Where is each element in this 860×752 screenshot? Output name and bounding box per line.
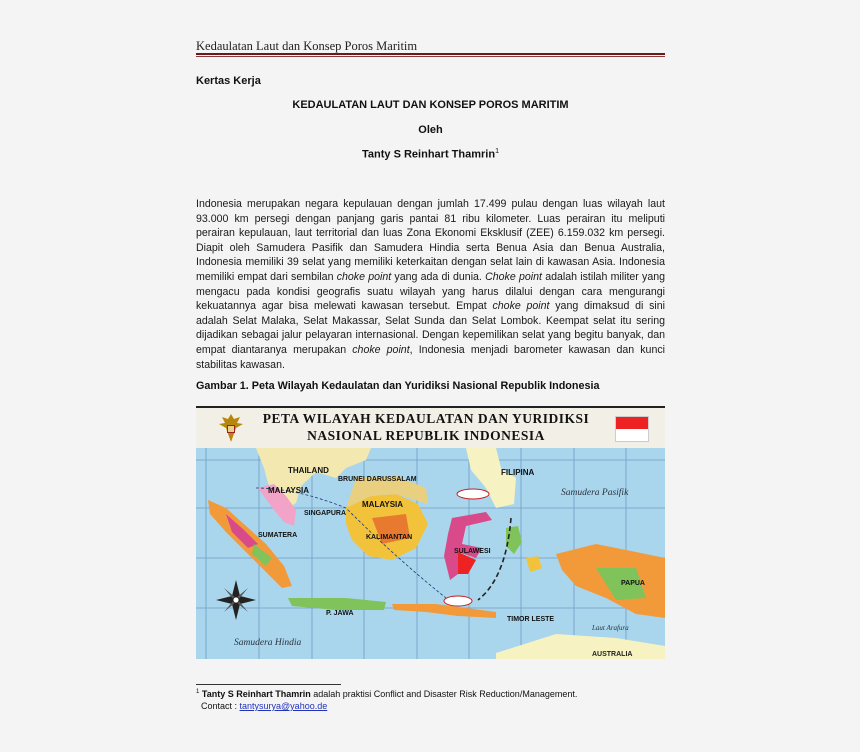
footnote-number: 1: [196, 689, 200, 695]
body-paragraph: Indonesia merupakan negara kepulauan dengan jumlah 17.499 pulau dengan luas wilayah laut 93.000 km persegi dengan panjang garis pantai 81 ribu kilometer. Luas perairan itu meliputi perairan kepulauan, laut territorial dan luas Zona Ekonomi Eksklusif (ZEE) 6.159.032 km persegi. Diapit oleh Samudera Pasifik dan Samudera Hindia serta Benua Asia dan Benua Australia, Indonesia memiliki 39 selat yang memiliki keterkaitan dengan selat lain di kawasan Asia. Indonesia memiliki empat dari sembilan choke point yang ada di dunia. Choke point adalah istilah militer yang mengacu pada kondisi geografis suatu wilayah yang harus dilalui dengan cara mengurangi kekuatannya agar bisa melewati kawasan tersebut. Empat choke point yang dimaksud di sini adalah Selat Malaka, Selat Makassar, Selat Sunda dan Selat Lombok. Keempat selat itu sering dijadikan sebagai jalur pelayaran internasional. Dengan kepemilikan selat yang begitu banyak, dan empat diantaranya merupakan choke point, Indonesia menjadi barometer kawasan dan kunci stabilitas kawasan.: [196, 198, 666, 371]
figure-caption: Gambar 1. Peta Wilayah Kedaulatan dan Yuridiksi Nasional Republik Indonesia: [196, 380, 600, 392]
map-label-malaysia-west: MALAYSIA: [268, 486, 310, 495]
contact-email-link[interactable]: tantysurya@yahoo.de: [239, 701, 328, 711]
indonesian-flag-icon: [615, 416, 649, 442]
footnote-author: Tanty S Reinhart Thamrin: [201, 689, 311, 699]
contact-label: Contact :: [201, 701, 240, 711]
map-label-hindia: Samudera Hindia: [234, 638, 302, 648]
map-label-malaysia-east: MALAYSIA: [362, 500, 404, 509]
footnote-contact: [201, 701, 327, 711]
map-title-line1: PETA WILAYAH KEDAULATAN DAN YURIDIKSI: [262, 411, 590, 426]
author-name: Tanty S Reinhart Thamrin: [362, 148, 496, 161]
map-label-philippines: FILIPINA: [501, 468, 535, 477]
map-label-arafura: Laut Arafura: [592, 624, 629, 632]
footnote-marker: 1: [495, 148, 499, 155]
map-label-kalimantan: KALIMANTAN: [366, 534, 413, 541]
header-rule-thin: [196, 56, 665, 57]
byline-oleh: Oleh: [418, 124, 443, 136]
map-label-pacific: Samudera Pasifik: [561, 488, 629, 498]
map-label-brunei: BRUNEI DARUSSALAM: [338, 476, 417, 483]
map-label-australia: AUSTRALIA: [592, 651, 633, 658]
map-label-sulawesi: SULAWESI: [454, 548, 491, 555]
map-label-thailand: THAILAND: [288, 466, 329, 475]
section-label: Kertas Kerja: [196, 75, 261, 87]
footnote-rule: [196, 684, 341, 685]
map-header: [196, 408, 665, 448]
indonesia-map-figure: [196, 406, 665, 659]
map-title-line2: NASIONAL REPUBLIK INDONESIA: [307, 428, 545, 443]
footnote-line: [196, 689, 577, 699]
header-rule: [196, 53, 665, 55]
map-label-papua: PAPUA: [621, 580, 645, 587]
map-label-sumatera: SUMATERA: [258, 532, 298, 539]
map-label-singapore: SINGAPURA: [304, 510, 347, 517]
map-label-timor-leste: TIMOR LESTE: [507, 616, 555, 623]
map-label-jawa: P. JAWA: [326, 610, 354, 617]
document-title: KEDAULATAN LAUT DAN KONSEP POROS MARITIM: [292, 99, 569, 111]
footnote-description: adalah praktisi Conflict and Disaster Risk Reduction/Management.: [310, 689, 578, 699]
running-header: Kedaulatan Laut dan Konsep Poros Maritim: [196, 39, 418, 53]
author-line: [196, 148, 665, 161]
